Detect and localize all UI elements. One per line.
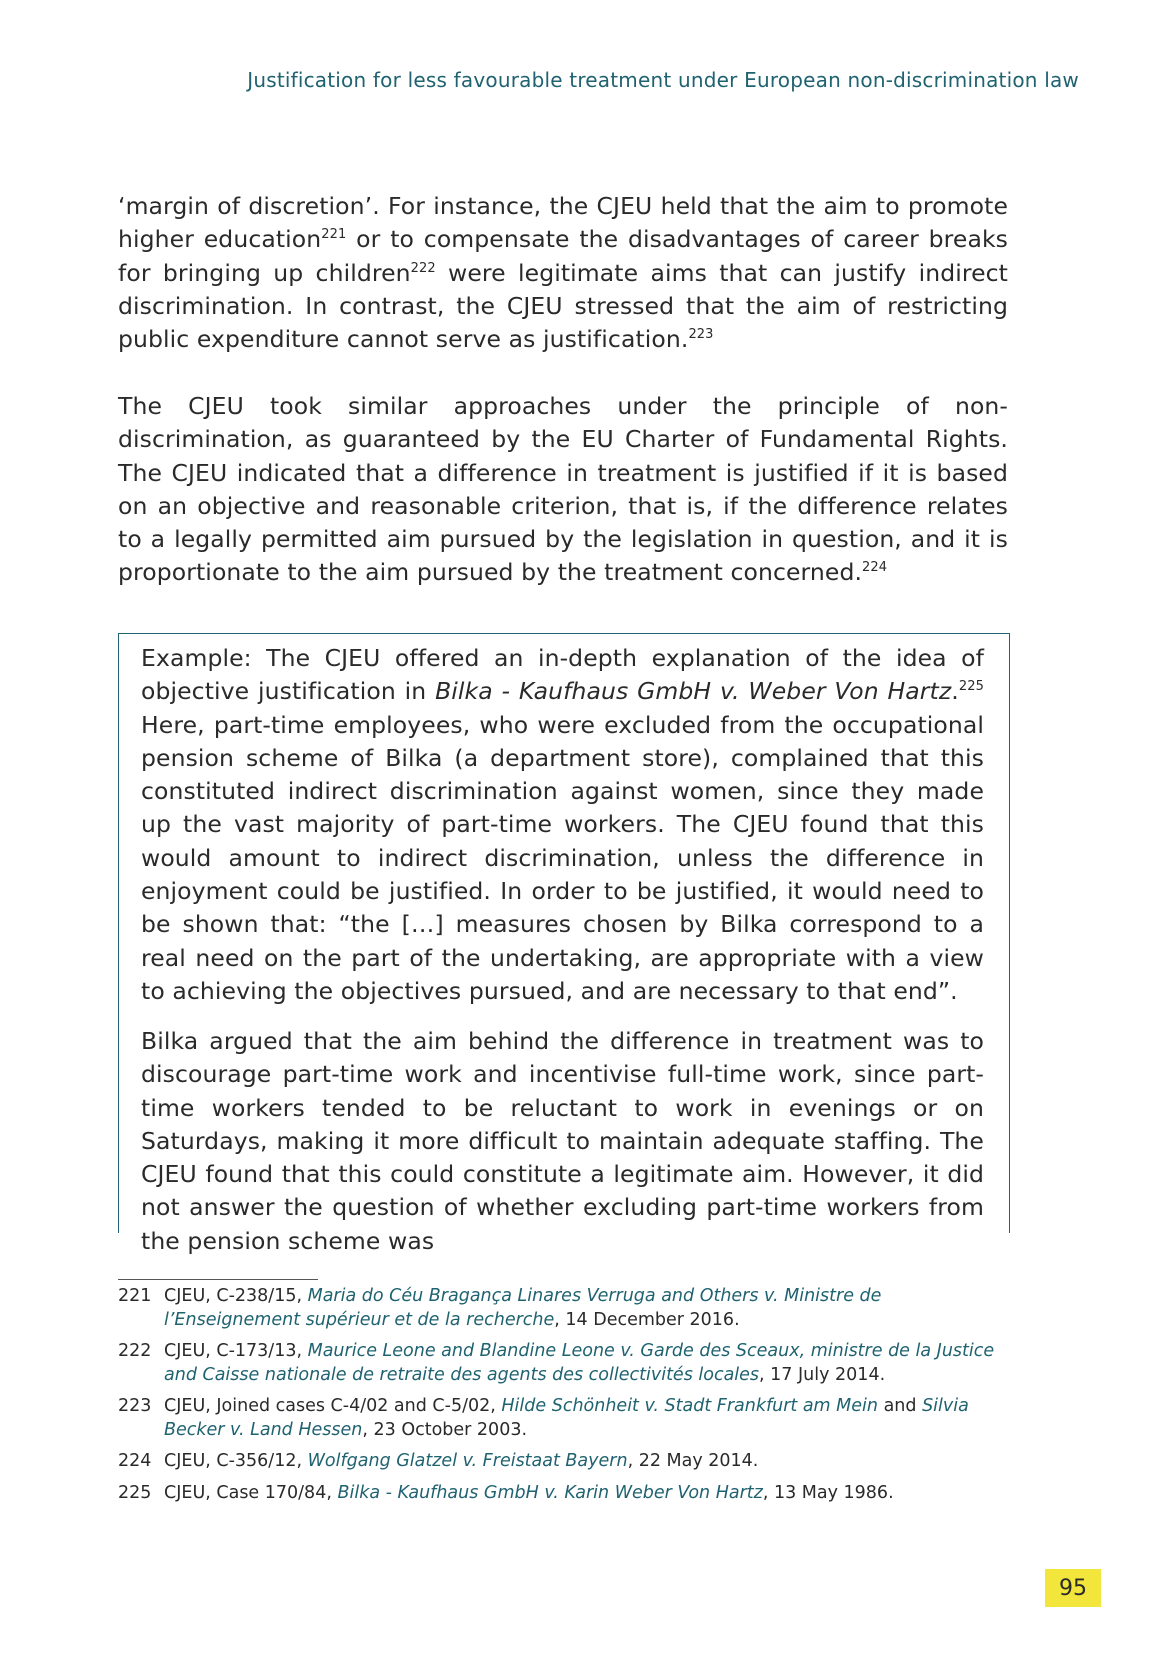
footnote-222 <box>118 1340 1018 1387</box>
example-text: . <box>951 677 959 706</box>
footnote-text: CJEU, C-173/13, <box>164 1341 308 1361</box>
footnote-case-link[interactable]: Maurice Leone and Blandine Leone v. Garde des Sceaux, ministre de la Justice and Caisse nationale de retraite des agents des collectivités locales <box>164 1341 995 1385</box>
footnote-text: CJEU, Case 170/84, <box>164 1482 338 1503</box>
footnote-number: 225 <box>118 1482 152 1503</box>
footnote-text: , 17 July 2014. <box>759 1364 886 1385</box>
example-text: Here, part-time employees, who were excluded from the occupational pension scheme of Bilka (a department store), complained that this constituted indirect discrimination against women, since they made up the vast majority of part-time workers. The CJEU found that this would amount to indirect discrimination, unless the difference in enjoyment could be justified. In order to be justified, it would need to be shown that: “the […] measures chosen by Bilka correspond to a real need on the part of the undertaking, are appropriate with a view to achieving the objectives pursued, and are necessary to that end”. <box>141 710 984 1005</box>
footnote-ref-224[interactable]: 224 <box>862 560 888 576</box>
footnote-number: 222 <box>118 1341 152 1361</box>
footnote-case-link[interactable]: Wolfgang Glatzel v. Freistaat Bayern <box>307 1451 628 1471</box>
footnote-case-link[interactable]: Hilde Schönheit v. Stadt Frankfurt am Mein <box>501 1396 878 1416</box>
body-paragraph-1 <box>118 190 1008 356</box>
footnote-223 <box>118 1395 1018 1442</box>
body-paragraph-2 <box>118 390 1008 590</box>
footnote-text: CJEU, Joined cases C-4/02 and C-5/02, <box>164 1396 502 1416</box>
footnote-ref-223[interactable]: 223 <box>688 327 714 343</box>
footnotes-list <box>118 1285 1018 1513</box>
footnote-224 <box>118 1450 1018 1474</box>
footnote-number: 223 <box>118 1396 152 1416</box>
footnote-text: , 13 May 1986. <box>762 1482 894 1503</box>
paragraph-text: The CJEU took similar approaches under the principle of non-discrimination, as guaranteed by the EU Charter of Fundamental Rights. The CJEU indicated that a difference in treatment is justified if it is based on an objective and reasonable criterion, that is, if the difference relates to a legally permitted aim pursued by the legislation in question, and it is proportionate to the aim pursued by the treatment concerned. <box>118 392 1008 587</box>
footnote-text: , 23 October 2003. <box>362 1419 528 1440</box>
footnote-text: , 22 May 2014. <box>627 1451 759 1471</box>
footnote-number: 224 <box>118 1451 152 1471</box>
footnote-text: CJEU, C-356/12, <box>164 1451 308 1471</box>
footnote-221 <box>118 1285 1018 1332</box>
footnote-number: 221 <box>118 1286 152 1306</box>
footnote-ref-221[interactable]: 221 <box>321 227 347 243</box>
page-number: 95 <box>1045 1569 1101 1607</box>
footnote-case-link[interactable]: Bilka - Kaufhaus GmbH v. Karin Weber Von Hartz <box>337 1482 763 1503</box>
footnote-ref-225[interactable]: 225 <box>958 679 984 695</box>
paragraph-text: ‘margin of discretion’. For instance, the CJEU held that the aim to promote higher education <box>118 192 1008 254</box>
running-header: Justification for less favourable treatment under European non-discrimination law <box>247 68 1079 92</box>
example-paragraph-2: Bilka argued that the aim behind the difference in treatment was to discourage part-time work and incentivise full-time work, since part-time workers tended to be reluctant to work in evenings or on Saturdays, making it more difficult to maintain adequate staffing. The CJEU found that this could constitute a legitimate aim. However, it did not answer the question of whether excluding part-time workers from the pension scheme was <box>141 1027 984 1255</box>
paragraph-text: or to compensate the disadvantages of career breaks for bringing up children <box>118 225 1009 287</box>
example-box <box>118 633 1010 1255</box>
footnote-ref-222[interactable]: 222 <box>410 260 436 276</box>
footnote-text: , 14 December 2016. <box>554 1309 740 1330</box>
footnote-case-link[interactable]: Maria do Céu Bragança Linares Verruga and Others v. Ministre de l’Enseignement supérieur et de la recherche <box>164 1286 882 1330</box>
footnote-divider <box>118 1279 318 1280</box>
footnote-225 <box>118 1482 1018 1506</box>
example-paragraph-1 <box>141 642 984 1008</box>
footnote-case-link[interactable]: Silvia Becker v. Land Hessen <box>164 1396 969 1440</box>
case-name: Bilka - Kaufhaus GmbH v. Weber Von Hartz <box>435 677 952 706</box>
example-text: Example: The CJEU offered an in-depth explanation of the idea of objective justification in <box>141 644 984 706</box>
footnote-text: and <box>878 1396 923 1416</box>
footnote-text: CJEU, C-238/15, <box>164 1286 308 1306</box>
paragraph-text: were legitimate aims that can justify indirect discrimination. In contrast, the CJEU stressed that the aim of restricting public expenditure cannot serve as justification. <box>118 258 1008 354</box>
